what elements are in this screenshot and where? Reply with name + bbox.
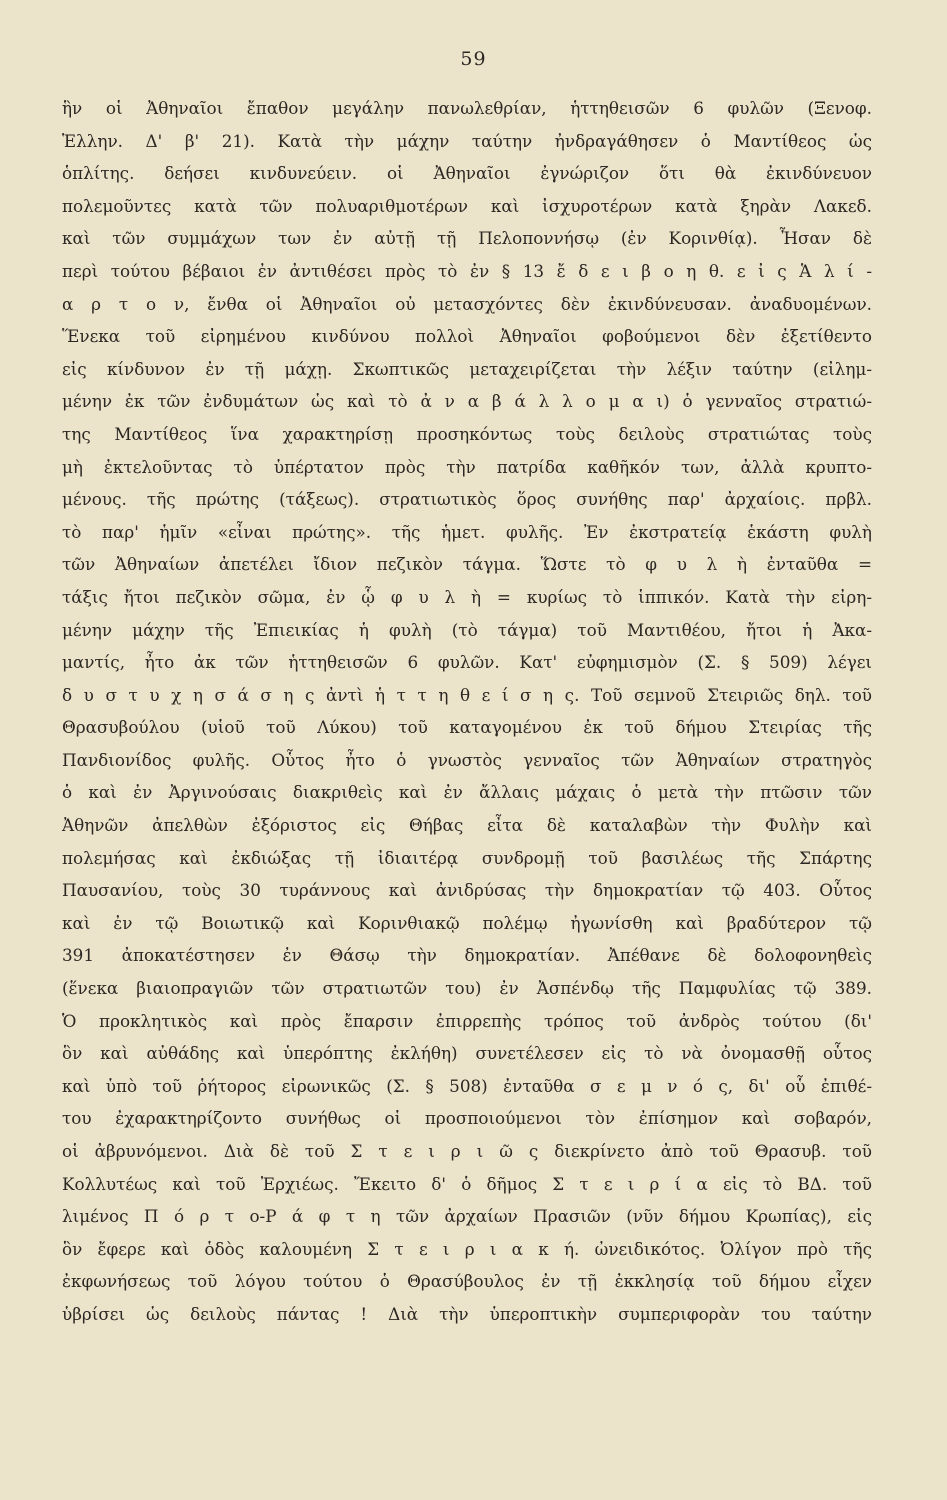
text-line: περὶ τούτου βέβαιοι ἐν ἀντιθέσει πρὸς τὸ ἐν § 13 ἔ δ ε ι β ο η θ. ε ἰ ς Ἁ λ ί - (62, 260, 872, 281)
text-line: ὁ καὶ ἐν Ἀργινούσαις διακριθεὶς καὶ ἐν ἄλλαις μάχαις ὁ μετὰ τὴν πτῶσιν τῶν (62, 782, 872, 803)
text-line: Πανδιονίδος φυλῆς. Οὗτος ἦτο ὁ γνωστὸς γενναῖος τῶν Ἀθηναίων στρατηγὸς (62, 749, 872, 770)
text-line: ὁπλίτης. δεήσει κινδυνεύειν. οἱ Ἀθηναῖοι ἐγνώριζον ὅτι θὰ ἐκινδύνευον (62, 163, 872, 184)
text-line: ἐκφωνήσεως τοῦ λόγου τούτου ὁ Θρασύβουλος ἐν τῇ ἐκκλησίᾳ τοῦ δήμου εἶχεν (62, 1271, 872, 1292)
text-line: καὶ ἐν τῷ Βοιωτικῷ καὶ Κορινθιακῷ πολέμῳ ἠγωνίσθη καὶ βραδύτερον τῷ (62, 912, 872, 933)
text-line: λιμένος Π ό ρ τ ο-Ρ ά φ τ η τῶν ἀρχαίων Πρασιῶν (νῦν δήμου Κρωπίας), εἰς (62, 1206, 872, 1227)
text-line: Ὁ προκλητικὸς καὶ πρὸς ἔπαρσιν ἐπιρρεπὴς τρόπος τοῦ ἀνδρὸς τούτου (δι' (62, 1010, 872, 1031)
text-line: πολεμοῦντες κατὰ τῶν πολυαριθμοτέρων καὶ ἰσχυροτέρων κατὰ ξηρὰν Λακεδ. (62, 195, 872, 216)
text-line: δ υ σ τ υ χ η σ ά σ η ς ἀντὶ ἡ τ τ η θ ε ί σ η ς. Τοῦ σεμνοῦ Στειριῶς δηλ. τοῦ (62, 684, 872, 705)
text-line: ὑβρίσει ὡς δειλοὺς πάντας ! Διὰ τὴν ὑπεροπτικὴν συμπεριφορὰν του ταύτην (62, 1303, 872, 1324)
text-line: μὴ ἐκτελοῦντας τὸ ὑπέρτατον πρὸς τὴν πατρίδα καθῆκόν των, ἀλλὰ κρυπτο- (62, 456, 872, 477)
text-line: τάξις ἤτοι πεζικὸν σῶμα, ἐν ᾧ φ υ λ ὴ = κυρίως τὸ ἱππικόν. Κατὰ τὴν εἰρη- (62, 586, 872, 607)
text-line: μένην μάχην τῆς Ἐπιεικίας ἡ φυλὴ (τὸ τάγμα) τοῦ Μαντιθέου, ἤτοι ἡ Ἀκα- (62, 619, 872, 640)
text-line: καὶ τῶν συμμάχων των ἐν αὐτῇ τῇ Πελοποννήσῳ (ἐν Κορινθίᾳ). Ἦσαν δὲ (62, 228, 872, 249)
text-line: Κολλυτέως καὶ τοῦ Ἐρχιέως. Ἔκειτο δ' ὁ δῆμος Σ τ ε ι ρ ί α εἰς τὸ ΒΔ. τοῦ (62, 1173, 872, 1194)
text-line: οἱ ἀβρυνόμενοι. Διὰ δὲ τοῦ Σ τ ε ι ρ ι ῶ ς διεκρίνετο ἀπὸ τοῦ Θρασυβ. τοῦ (62, 1141, 872, 1161)
text-line: εἰς κίνδυνον ἐν τῇ μάχῃ. Σκωπτικῶς μεταχειρίζεται τὴν λέξιν ταύτην (εἰλημ- (62, 358, 872, 379)
text-line: α ρ τ ο ν, ἔνθα οἱ Ἀθηναῖοι οὐ μετασχόντες δὲν ἐκινδύνευσαν. ἀναδυομένων. (62, 293, 872, 314)
text-line: μένην ἐκ τῶν ἐνδυμάτων ὡς καὶ τὸ ἀ ν α β ά λ λ ο μ α ι) ὁ γενναῖος στρατιώ- (62, 391, 872, 412)
page-number: 59 (460, 48, 487, 70)
text-line: (ἕνεκα βιαιοπραγιῶν τῶν στρατιωτῶν του) ἐν Ἀσπένδῳ τῆς Παμφυλίας τῷ 389. (62, 978, 872, 999)
text-line: καὶ ὑπὸ τοῦ ῥήτορος εἰρωνικῶς (Σ. § 508) ἐνταῦθα σ ε μ ν ό ς, δι' οὗ ἐπιθέ- (62, 1075, 872, 1096)
text-line: μένους. τῆς πρώτης (τάξεως). στρατιωτικὸς ὅρος συνήθης παρ' ἀρχαίοις. πρβλ. (62, 489, 872, 510)
text-line: Ἑλλην. Δ' β' 21). Κατὰ τὴν μάχην ταύτην ἠνδραγάθησεν ὁ Μαντίθεος ὡς (62, 130, 872, 151)
text-line: Παυσανίου, τοὺς 30 τυράννους καὶ ἀνιδρύσας τὴν δημοκρατίαν τῷ 403. Οὗτος (62, 880, 872, 901)
text-line: του ἐχαρακτηρίζοντο συνήθως οἱ προσποιούμενοι τὸν ἐπίσημον καὶ σοβαρόν, (62, 1108, 872, 1129)
text-line: τὸ παρ' ἡμῖν «εἶναι πρώτης». τῆς ἡμετ. φυλῆς. Ἐν ἐκστρατείᾳ ἑκάστη φυλὴ (62, 521, 872, 542)
text-line: ἣν οἱ Ἀθηναῖοι ἔπαθον μεγάλην πανωλεθρίαν, ἡττηθεισῶν 6 φυλῶν (Ξενοφ. (62, 98, 872, 118)
text-line: της Μαντίθεος ἵνα χαρακτηρίσῃ προσηκόντως τοὺς δειλοὺς στρατιώτας τοὺς (62, 423, 872, 444)
text-line: ὃν καὶ αὐθάδης καὶ ὑπερόπτης ἐκλήθη) συνετέλεσεν εἰς τὸ νὰ ὀνομασθῇ οὗτος (62, 1043, 872, 1064)
text-line: Θρασυβούλου (υἱοῦ τοῦ Λύκου) τοῦ καταγομένου ἐκ τοῦ δήμου Στειρίας τῆς (62, 717, 872, 738)
text-line: τῶν Ἀθηναίων ἀπετέλει ἴδιον πεζικὸν τάγμα. Ὥστε τὸ φ υ λ ὴ ἐνταῦθα = (62, 554, 872, 575)
text-line: Ἀθηνῶν ἀπελθὼν ἐξόριστος εἰς Θήβας εἶτα δὲ καταλαβὼν τὴν Φυλὴν καὶ (62, 815, 872, 836)
text-line: πολεμήσας καὶ ἐκδιώξας τῇ ἰδιαιτέρᾳ συνδρομῇ τοῦ βασιλέως τῆς Σπάρτης (62, 847, 872, 868)
text-line: Ἕνεκα τοῦ εἰρημένου κινδύνου πολλοὶ Ἀθηναῖοι φοβούμενοι δὲν ἐξετίθεντο (62, 326, 872, 347)
commentary-text (62, 92, 872, 1331)
text-line: 391 ἀποκατέστησεν ἐν Θάσῳ τὴν δημοκρατίαν. Ἀπέθανε δὲ δολοφονηθεὶς (62, 945, 872, 966)
text-line: μαντίς, ἦτο ἀκ τῶν ἡττηθεισῶν 6 φυλῶν. Κατ' εὐφημισμὸν (Σ. § 509) λέγει (62, 652, 872, 673)
text-line: ὃν ἔφερε καὶ ὁδὸς καλουμένη Σ τ ε ι ρ ι α κ ή. ὠνειδικότος. Ὀλίγον πρὸ τῆς (62, 1238, 872, 1259)
